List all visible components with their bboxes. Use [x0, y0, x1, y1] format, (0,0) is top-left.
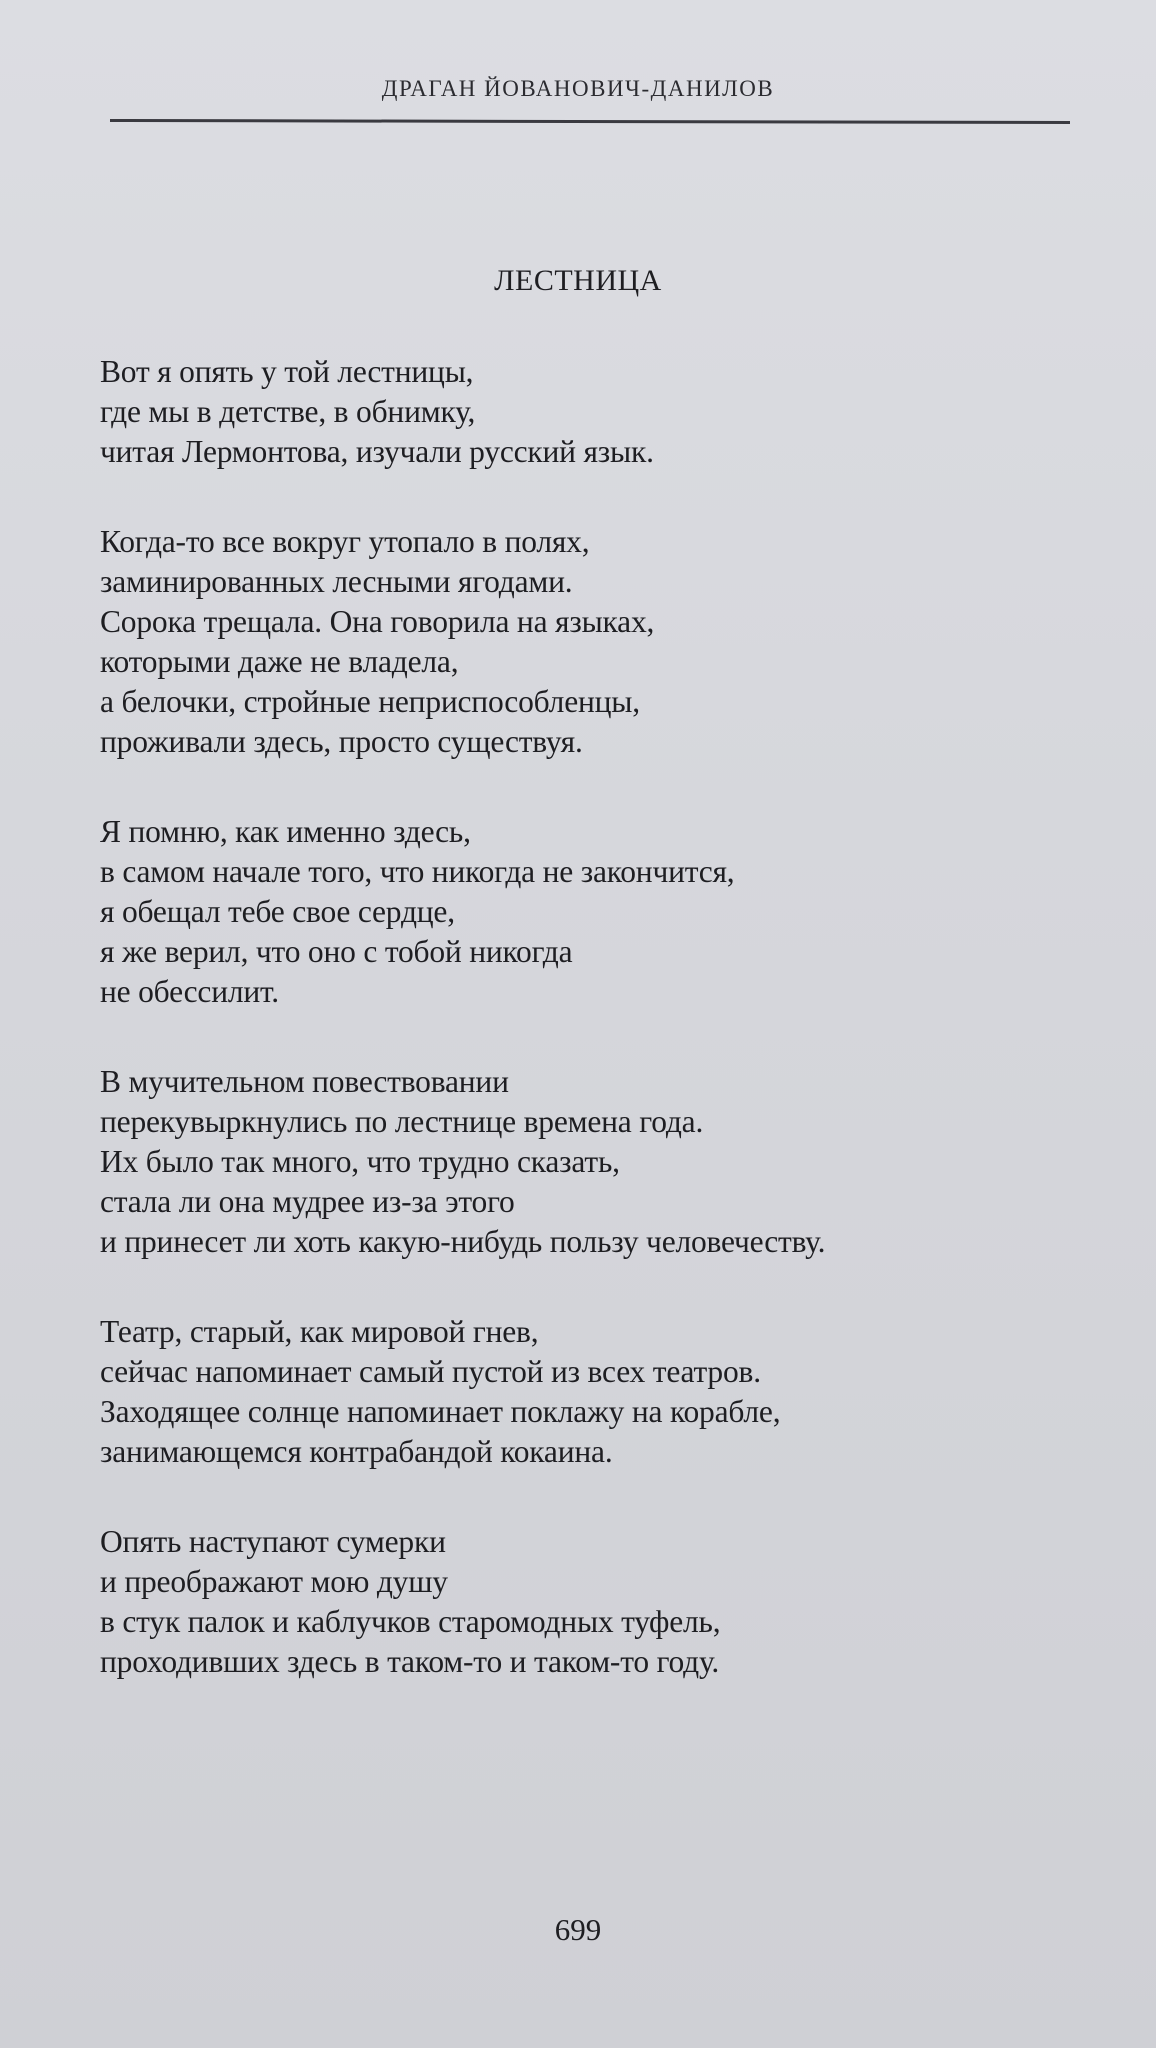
poem-body — [100, 352, 1100, 1732]
header-rule — [110, 119, 1070, 124]
poem-line: Сорока трещала. Она говорила на языках, — [100, 604, 655, 639]
poem-line: перекувыркнулись по лестнице времена года. — [100, 1104, 704, 1139]
poem-line: в самом начале того, что никогда не закончится, — [100, 854, 735, 889]
running-header: ДРАГАН ЙОВАНОВИЧ-ДАНИЛОВ — [381, 76, 775, 101]
poem-line: и принесет ли хоть какую-нибудь пользу человечеству. — [100, 1224, 826, 1259]
poem-line: не обессилит. — [100, 974, 279, 1009]
poem-line: В мучительном повествовании — [100, 1064, 509, 1099]
poem-line: в стук палок и каблучков старомодных туфель, — [100, 1604, 721, 1639]
poem-line: Заходящее солнце напоминает поклажу на корабле, — [100, 1394, 781, 1429]
poem-line: которыми даже не владела, — [100, 644, 459, 679]
poem-line: а белочки, стройные неприспособленцы, — [100, 684, 640, 719]
stanza — [100, 352, 1100, 472]
poem-line: заминированных лесными ягодами. — [100, 564, 573, 599]
poem-line: проживали здесь, просто существуя. — [100, 724, 583, 759]
stanza — [100, 1522, 1100, 1682]
poem-line: стала ли она мудрее из-за этого — [100, 1184, 515, 1219]
poem-line: занимающемся контрабандой кокаина. — [100, 1434, 613, 1469]
stanza — [100, 522, 1100, 762]
poem-line: проходивших здесь в таком-то и таком-то году. — [100, 1644, 720, 1679]
poem-line: Вот я опять у той лестницы, — [100, 354, 474, 389]
poem-line: читая Лермонтова, изучали русский язык. — [100, 434, 654, 469]
stanza — [100, 1312, 1100, 1472]
poem-line: Когда-то все вокруг утопало в полях, — [100, 524, 590, 559]
poem-line: я же верил, что оно с тобой никогда — [100, 934, 573, 969]
page-number: 699 — [554, 1912, 602, 1947]
poem-line: Опять наступают сумерки — [100, 1524, 446, 1559]
poem-line: где мы в детстве, в обнимку, — [100, 394, 476, 429]
stanza — [100, 812, 1100, 1012]
poem-line: Я помню, как именно здесь, — [100, 814, 471, 849]
poem-line: Их было так много, что трудно сказать, — [100, 1144, 620, 1179]
poem-line: сейчас напоминает самый пустой из всех театров. — [100, 1354, 761, 1389]
poem-line: Театр, старый, как мировой гнев, — [100, 1314, 539, 1349]
stanza — [100, 1062, 1100, 1262]
poem-line: я обещал тебе свое сердце, — [100, 894, 455, 929]
poem-line: и преображают мою душу — [100, 1564, 448, 1599]
poem-title: ЛЕСТНИЦА — [494, 264, 662, 297]
